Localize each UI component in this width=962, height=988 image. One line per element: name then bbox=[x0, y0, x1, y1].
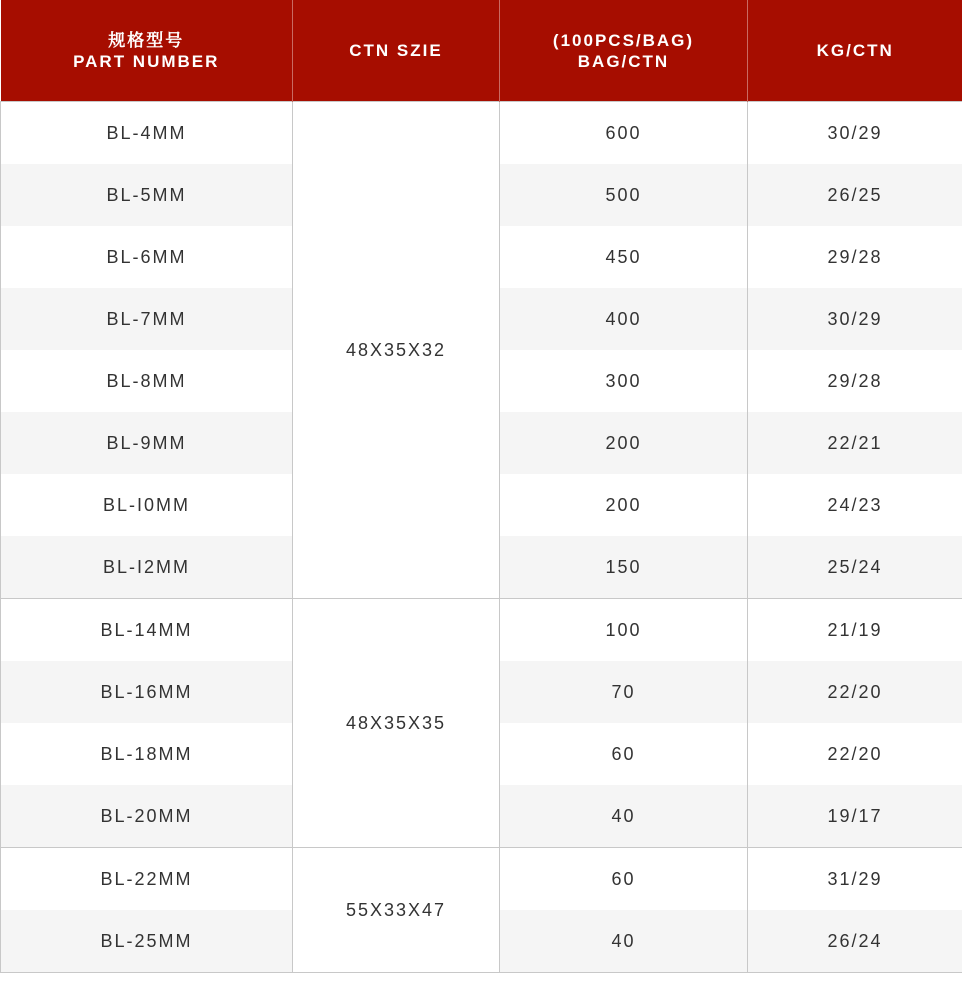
part-number-cell: BL-8MM bbox=[1, 350, 293, 412]
table-row bbox=[1, 599, 962, 662]
bag-ctn-cell: 200 bbox=[500, 474, 748, 536]
header-bag-ctn-line2: BAG/CTN bbox=[577, 51, 670, 71]
kg-ctn-cell: 19/17 bbox=[748, 785, 962, 848]
kg-ctn-cell: 24/23 bbox=[748, 474, 962, 536]
kg-ctn-cell: 30/29 bbox=[748, 102, 962, 165]
header-kg-ctn-label: KG/CTN bbox=[816, 41, 894, 60]
bag-ctn-cell: 40 bbox=[500, 785, 748, 848]
kg-ctn-cell: 26/25 bbox=[748, 164, 962, 226]
table-header bbox=[1, 0, 962, 102]
kg-ctn-cell: 22/21 bbox=[748, 412, 962, 474]
part-number-cell: BL-20MM bbox=[1, 785, 293, 848]
bag-ctn-cell: 100 bbox=[500, 599, 748, 662]
part-number-cell: BL-18MM bbox=[1, 723, 293, 785]
kg-ctn-cell: 29/28 bbox=[748, 350, 962, 412]
bag-ctn-cell: 150 bbox=[500, 536, 748, 599]
header-bag-ctn-line1: (100PCS/BAG) bbox=[552, 30, 695, 50]
part-number-cell: BL-22MM bbox=[1, 848, 293, 911]
kg-ctn-cell: 25/24 bbox=[748, 536, 962, 599]
kg-ctn-cell: 21/19 bbox=[748, 599, 962, 662]
part-number-cell: BL-25MM bbox=[1, 910, 293, 973]
bag-ctn-cell: 450 bbox=[500, 226, 748, 288]
bag-ctn-cell: 60 bbox=[500, 723, 748, 785]
header-ctn-size-label: CTN SZIE bbox=[349, 41, 443, 60]
part-number-cell: BL-I2MM bbox=[1, 536, 293, 599]
part-number-cell: BL-5MM bbox=[1, 164, 293, 226]
ctn-size-cell: 55X33X47 bbox=[293, 848, 500, 973]
table-body bbox=[1, 102, 962, 973]
bag-ctn-cell: 400 bbox=[500, 288, 748, 350]
bag-ctn-cell: 60 bbox=[500, 848, 748, 911]
part-number-cell: BL-7MM bbox=[1, 288, 293, 350]
kg-ctn-cell: 31/29 bbox=[748, 848, 962, 911]
part-number-cell: BL-16MM bbox=[1, 661, 293, 723]
part-number-cell: BL-4MM bbox=[1, 102, 293, 165]
bag-ctn-cell: 500 bbox=[500, 164, 748, 226]
part-number-cell: BL-6MM bbox=[1, 226, 293, 288]
ctn-size-cell: 48X35X32 bbox=[293, 102, 500, 599]
table-row bbox=[1, 102, 962, 165]
ctn-size-cell: 48X35X35 bbox=[293, 599, 500, 848]
header-bag-ctn bbox=[500, 0, 748, 102]
bag-ctn-cell: 600 bbox=[500, 102, 748, 165]
part-number-cell: BL-14MM bbox=[1, 599, 293, 662]
header-row bbox=[1, 0, 962, 102]
kg-ctn-cell: 22/20 bbox=[748, 723, 962, 785]
kg-ctn-cell: 30/29 bbox=[748, 288, 962, 350]
header-part-number bbox=[1, 0, 293, 102]
table-row bbox=[1, 848, 962, 911]
part-number-cell: BL-9MM bbox=[1, 412, 293, 474]
bag-ctn-cell: 40 bbox=[500, 910, 748, 973]
part-number-cell: BL-I0MM bbox=[1, 474, 293, 536]
bag-ctn-cell: 70 bbox=[500, 661, 748, 723]
header-kg-ctn bbox=[748, 0, 962, 102]
kg-ctn-cell: 22/20 bbox=[748, 661, 962, 723]
bag-ctn-cell: 200 bbox=[500, 412, 748, 474]
header-part-number-en: PART NUMBER bbox=[73, 51, 220, 71]
kg-ctn-cell: 29/28 bbox=[748, 226, 962, 288]
kg-ctn-cell: 26/24 bbox=[748, 910, 962, 973]
header-ctn-size bbox=[293, 0, 500, 102]
header-part-number-cn: 规格型号 bbox=[108, 30, 185, 50]
bag-ctn-cell: 300 bbox=[500, 350, 748, 412]
